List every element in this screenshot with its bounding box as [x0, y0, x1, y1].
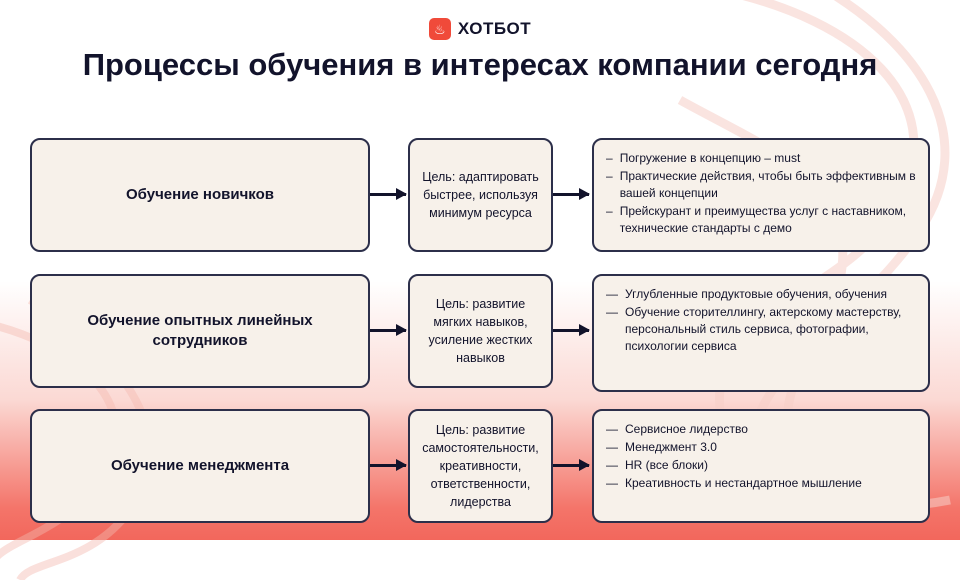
arrow-label-to-goal-3 [370, 464, 406, 467]
goal-card-3: Цель: развитие самостоятельности, креативности, ответственности, лидерства [408, 409, 553, 523]
bullet-marker: — [606, 305, 618, 320]
list-item [606, 150, 916, 167]
process-row-2 [0, 274, 960, 394]
goal-card-1: Цель: адаптировать быстрее, используя минимум ресурса [408, 138, 553, 252]
detail-card-1 [592, 138, 930, 252]
bullet-marker: – [606, 169, 613, 184]
bullet-marker: — [606, 476, 618, 491]
bullet-marker: — [606, 287, 618, 301]
arrow-label-to-goal-2 [370, 329, 406, 332]
bullet-text: Практические действия, чтобы быть эффективным в вашей концепции [619, 169, 916, 201]
page-title: Процессы обучения в интересах компании сегодня [82, 47, 878, 82]
bullet-marker: – [606, 151, 613, 165]
bullet-marker: – [606, 204, 613, 219]
list-item [606, 304, 916, 355]
arrow-goal-to-detail-1 [553, 193, 589, 196]
list-item [606, 421, 916, 438]
audience-card-1: Обучение новичков [30, 138, 370, 252]
bullet-text: Креативность и нестандартное мышление [625, 476, 862, 491]
bullet-text: Менеджмент 3.0 [625, 440, 717, 455]
arrow-goal-to-detail-3 [553, 464, 589, 467]
goal-card-2: Цель: развитие мягких навыков, усиление жестких навыков [408, 274, 553, 388]
detail-card-3 [592, 409, 930, 523]
bullet-text: Погружение в концепцию – must [619, 151, 801, 165]
detail-list-2 [606, 286, 916, 355]
arrow-label-to-goal-1 [370, 193, 406, 196]
process-row-1 [0, 138, 960, 258]
bullet-text: Сервисное лидерство [625, 422, 748, 436]
detail-card-2 [592, 274, 930, 392]
detail-list-3 [606, 421, 916, 492]
detail-list-1 [606, 150, 916, 237]
list-item [606, 475, 916, 492]
bullet-marker: — [606, 440, 618, 455]
bullet-text: Углубленные продуктовые обучения, обучения [625, 287, 887, 301]
bullet-marker: — [606, 422, 618, 436]
list-item [606, 286, 916, 303]
bullet-text: Прейскурант и преимущества услуг с наставником, технические стандарты с демо [619, 204, 907, 236]
process-row-3 [0, 409, 960, 529]
audience-card-2: Обучение опытных линейных сотрудников [30, 274, 370, 388]
bullet-text: HR (все блоки) [625, 458, 709, 473]
brand-name: ХОТБОТ [457, 19, 532, 38]
list-item [606, 203, 916, 237]
bullet-text: Обучение сторителлингу, актерскому мастерству, персональный стиль сервиса, фотографии, психологии сервиса [625, 305, 902, 354]
list-item [606, 457, 916, 474]
flame-icon: ♨ [429, 18, 451, 40]
brand-logo [0, 18, 960, 40]
list-item [606, 439, 916, 456]
list-item [606, 168, 916, 202]
arrow-goal-to-detail-2 [553, 329, 589, 332]
audience-card-3: Обучение менеджмента [30, 409, 370, 523]
bullet-marker: — [606, 458, 618, 473]
